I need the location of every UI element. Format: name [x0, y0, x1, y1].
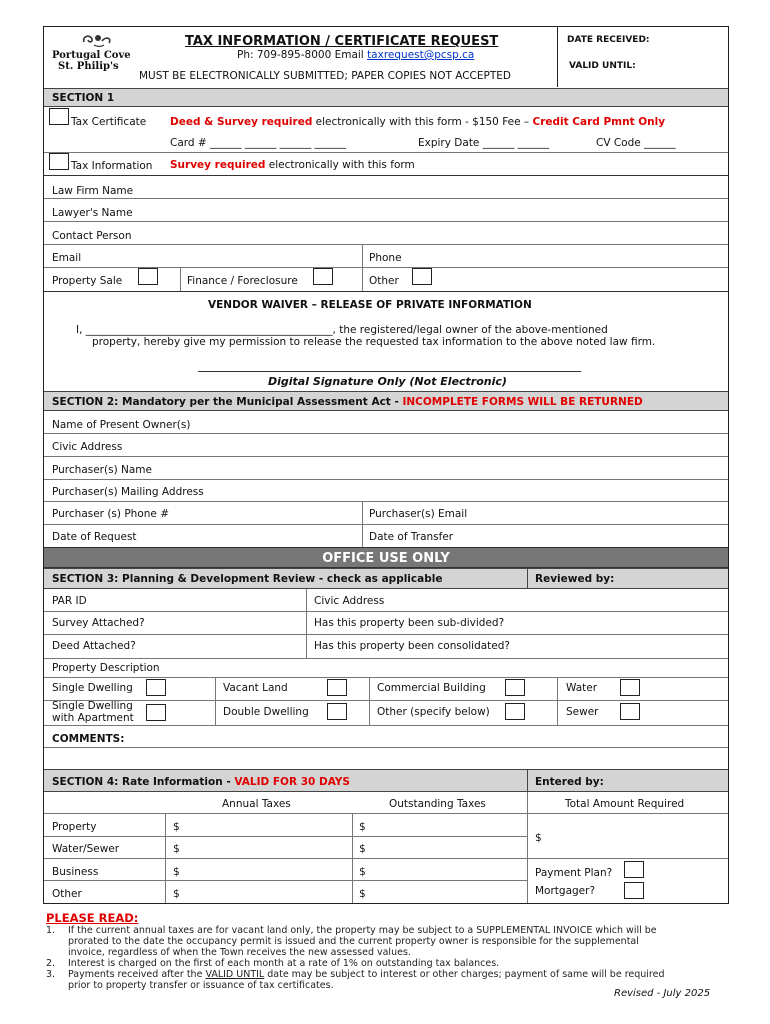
phone-text: Ph: 709-895-8000 Email — [237, 49, 368, 61]
finance-foreclosure-checkbox[interactable] — [313, 268, 333, 285]
phone-field[interactable]: Phone — [369, 252, 402, 264]
vendor-waiver-title: VENDOR WAIVER – RELEASE OF PRIVATE INFORMATION — [208, 299, 532, 311]
s3-civic-address-field[interactable]: Civic Address — [314, 595, 385, 607]
single-apartment-label-2: with Apartment — [52, 712, 134, 724]
rate-row-business: Business — [52, 866, 99, 878]
date-received-label: DATE RECEIVED: — [567, 35, 650, 45]
note-1-line-a: If the current annual taxes are for vacant land only, the property may be subject to a SUPPLEMENTAL INVOICE which will be — [68, 925, 657, 936]
sewer-checkbox[interactable] — [620, 703, 640, 720]
tax-certificate-checkbox[interactable] — [49, 108, 69, 125]
vacant-land-label: Vacant Land — [223, 682, 288, 694]
survey-requirement: Survey required electronically with this form — [170, 159, 415, 171]
org-name-line1: Portugal Cove — [52, 50, 131, 61]
please-read-heading: PLEASE READ: — [46, 911, 139, 925]
form-title: TAX INFORMATION / CERTIFICATE REQUEST — [185, 34, 499, 49]
outstanding-taxes-header: Outstanding Taxes — [389, 798, 486, 810]
water-outstanding-amount[interactable]: $ — [359, 843, 366, 855]
single-apartment-checkbox[interactable] — [146, 704, 166, 721]
payment-plan-checkbox[interactable] — [624, 861, 644, 878]
total-amount-header: Total Amount Required — [565, 798, 685, 810]
purchaser-name-field[interactable]: Purchaser(s) Name — [52, 464, 152, 476]
other-specify-checkbox[interactable] — [505, 703, 525, 720]
note-2-text: Interest is charged on the first of each month at a rate of 1% on outstanding tax balances. — [68, 958, 500, 969]
subdivided-field[interactable]: Has this property been sub-divided? — [314, 617, 505, 629]
expiry-date-field[interactable]: Expiry Date ______ ______ — [418, 137, 550, 149]
consolidated-field[interactable]: Has this property been consolidated? — [314, 640, 510, 652]
date-of-transfer-field[interactable]: Date of Transfer — [369, 531, 454, 543]
note-3-line-a: Payments received after the VALID UNTIL date may be subject to interest or other charges; payment of same will be required — [68, 969, 665, 980]
signature-line[interactable] — [198, 371, 581, 372]
water-checkbox[interactable] — [620, 679, 640, 696]
civic-address-field[interactable]: Civic Address — [52, 441, 123, 453]
note-2-number: 2. — [46, 958, 56, 969]
annual-taxes-header: Annual Taxes — [222, 798, 291, 810]
other-label: Other — [369, 275, 399, 287]
deed-requirement: Deed & Survey required electronically with this form - $150 Fee – Credit Card Pmnt Only — [170, 116, 666, 128]
email-field[interactable]: Email — [52, 252, 82, 264]
section4-header: SECTION 4: Rate Information - VALID FOR 30 DAYS — [44, 769, 728, 792]
single-dwelling-checkbox[interactable] — [146, 679, 166, 696]
waiver-permission-text: property, hereby give my permission to release the requested tax information to the above noted law firm. — [92, 336, 656, 348]
sewer-label: Sewer — [566, 706, 599, 718]
mortgager-label: Mortgager? — [535, 885, 596, 897]
rate-row-other: Other — [52, 888, 82, 900]
org-name-line2: St. Philip's — [58, 61, 119, 72]
waiver-owner-line[interactable]: I, _______________________________________________, the registered/legal owner of the above-mentioned — [76, 324, 608, 336]
cv-code-field[interactable]: CV Code ______ — [596, 137, 676, 149]
revision-date: Revised - July 2025 — [614, 988, 711, 999]
property-description-label: Property Description — [52, 662, 160, 674]
payment-plan-label: Payment Plan? — [535, 867, 613, 879]
comments-input-area[interactable] — [44, 748, 728, 768]
survey-attached-field[interactable]: Survey Attached? — [52, 617, 145, 629]
email-link[interactable]: taxrequest@pcsp.ca — [367, 49, 475, 61]
reviewed-by-label: Reviewed by: — [535, 573, 615, 585]
valid-until-label: VALID UNTIL: — [569, 61, 636, 71]
water-label: Water — [566, 682, 598, 694]
note-1-number: 1. — [46, 925, 56, 936]
property-outstanding-amount[interactable]: $ — [359, 821, 366, 833]
vacant-land-checkbox[interactable] — [327, 679, 347, 696]
property-sale-checkbox[interactable] — [138, 268, 158, 285]
single-apartment-label-1: Single Dwelling — [52, 700, 133, 712]
business-annual-amount[interactable]: $ — [173, 866, 180, 878]
total-amount-value[interactable]: $ — [535, 832, 542, 844]
mortgager-checkbox[interactable] — [624, 882, 644, 899]
submission-notice: MUST BE ELECTRONICALLY SUBMITTED; PAPER COPIES NOT ACCEPTED — [139, 70, 511, 82]
note-3-number: 3. — [46, 969, 56, 980]
commercial-building-label: Commercial Building — [377, 682, 486, 694]
contact-person-field[interactable]: Contact Person — [52, 230, 132, 242]
note-1-line-c: invoice, regardless of when the Town receives the new assessed values. — [68, 947, 411, 958]
section1-header: SECTION 1 — [44, 88, 728, 107]
finance-foreclosure-label: Finance / Foreclosure — [187, 275, 298, 287]
purchaser-email-field[interactable]: Purchaser(s) Email — [369, 508, 468, 520]
tax-information-checkbox[interactable] — [49, 153, 69, 170]
rate-row-property: Property — [52, 821, 97, 833]
office-use-banner: OFFICE USE ONLY — [44, 547, 728, 568]
business-outstanding-amount[interactable]: $ — [359, 866, 366, 878]
lawyer-name-field[interactable]: Lawyer's Name — [52, 207, 133, 219]
other-outstanding-amount[interactable]: $ — [359, 888, 366, 900]
property-annual-amount[interactable]: $ — [173, 821, 180, 833]
double-dwelling-label: Double Dwelling — [223, 706, 309, 718]
signature-caption: Digital Signature Only (Not Electronic) — [268, 375, 507, 388]
note-3-line-b: prior to property transfer or issuance of tax certificates. — [68, 980, 334, 991]
other-annual-amount[interactable]: $ — [173, 888, 180, 900]
comments-label: COMMENTS: — [52, 733, 125, 745]
property-sale-label: Property Sale — [52, 275, 123, 287]
water-annual-amount[interactable]: $ — [173, 843, 180, 855]
law-firm-field[interactable]: Law Firm Name — [52, 185, 134, 197]
entered-by-label: Entered by: — [535, 776, 604, 788]
card-number-field[interactable]: Card # ______ ______ ______ ______ — [170, 137, 347, 149]
date-of-request-field[interactable]: Date of Request — [52, 531, 137, 543]
other-checkbox[interactable] — [412, 268, 432, 285]
section3-header: SECTION 3: Planning & Development Review - check as applicable — [44, 568, 728, 589]
purchaser-mailing-field[interactable]: Purchaser(s) Mailing Address — [52, 486, 204, 498]
other-specify-label: Other (specify below) — [377, 706, 490, 718]
double-dwelling-checkbox[interactable] — [327, 703, 347, 720]
contact-line — [237, 49, 474, 61]
single-dwelling-label: Single Dwelling — [52, 682, 133, 694]
present-owner-field[interactable]: Name of Present Owner(s) — [52, 419, 191, 431]
note-1-line-b: prorated to the date the occupancy permit is issued and the current property owner is responsible for the supplemental — [68, 936, 639, 947]
par-id-field[interactable]: PAR ID — [52, 595, 87, 607]
tax-information-label: Tax Information — [71, 160, 153, 172]
purchaser-phone-field[interactable]: Purchaser (s) Phone # — [52, 508, 169, 520]
deed-attached-field[interactable]: Deed Attached? — [52, 640, 136, 652]
rate-row-water-sewer: Water/Sewer — [52, 843, 120, 855]
tax-certificate-label: Tax Certificate — [71, 116, 147, 128]
section2-header: SECTION 2: Mandatory per the Municipal Assessment Act - INCOMPLETE FORMS WILL BE RETURNED — [44, 391, 728, 411]
commercial-building-checkbox[interactable] — [505, 679, 525, 696]
